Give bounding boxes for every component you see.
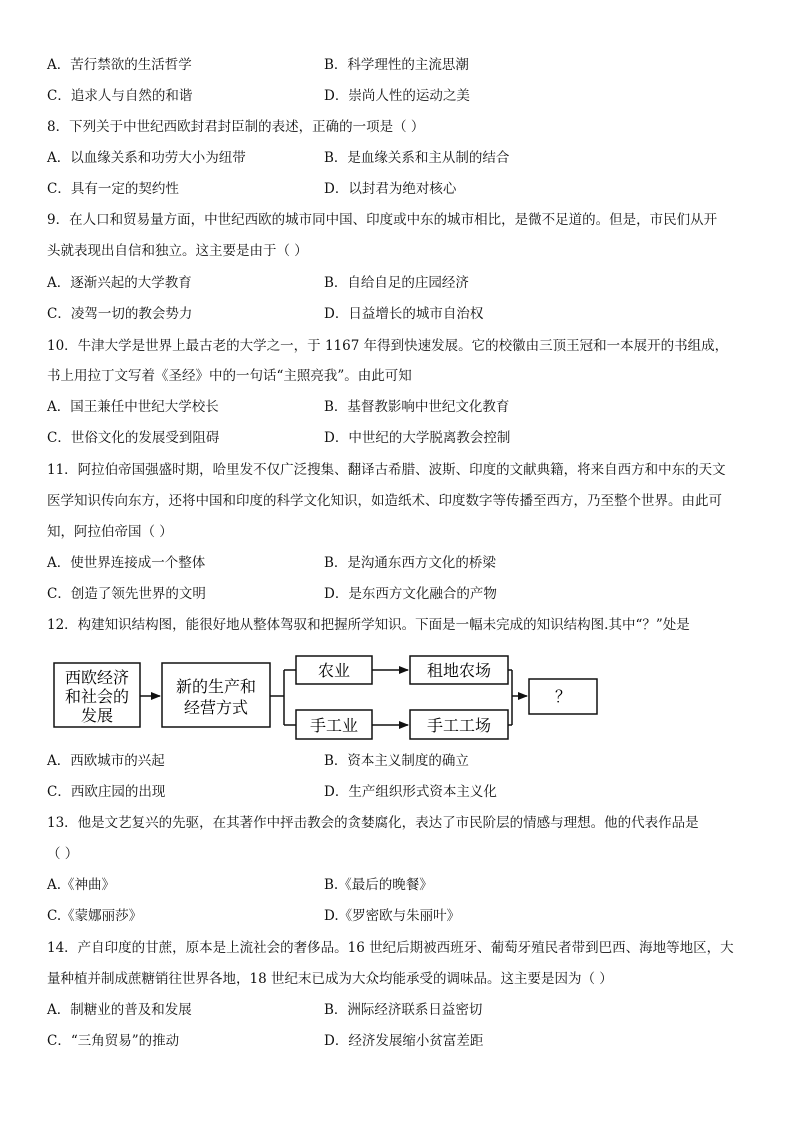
q11-option-a: A．使世界连接成一个整体	[47, 555, 206, 571]
q14-stem-line1: 14．产自印度的甘蔗，原本是上流社会的奢侈品。16 世纪后期被西班牙、葡萄牙殖民者带到巴西、海地等地区，大	[47, 940, 734, 956]
q8-option-d: D．以封君为绝对核心	[324, 181, 457, 197]
unknown-label: ？	[554, 687, 572, 706]
q14-option-d: D．经济发展缩小贫富差距	[324, 1033, 484, 1049]
q10-option-c: C．世俗文化的发展受到阻碍	[47, 430, 220, 446]
q8-stem: 8．下列关于中世纪西欧封君封臣制的表述，正确的一项是（ ）	[47, 119, 425, 135]
box1-text-line2: 和社会的	[64, 687, 130, 706]
q7-option-c: C．追求人与自然的和谐	[47, 88, 193, 104]
tenant-farm-label: 租地农场	[426, 661, 492, 680]
q14-option-c: C．“三角贸易”的推动	[47, 1033, 180, 1049]
q7-option-b: B．科学理性的主流思潮	[324, 57, 469, 73]
box1-text-line1: 西欧经济	[64, 668, 130, 687]
q9-option-b: B．自给自足的庄园经济	[324, 275, 469, 291]
q8-option-b: B．是血缘关系和主从制的结合	[324, 150, 510, 166]
q12-option-d: D．生产组织形式资本主义化	[324, 784, 497, 800]
handicraft-label: 手工业	[309, 716, 359, 735]
q11-stem-line3: 知，阿拉伯帝国（ ）	[47, 524, 173, 540]
q11-option-c: C．创造了领先世界的文明	[47, 586, 206, 602]
q12-option-b: B．资本主义制度的确立	[324, 753, 469, 769]
q14-option-a: A．制糖业的普及和发展	[47, 1002, 192, 1018]
q11-stem-line2: 医学知识传向东方，还将中国和印度的科学文化知识，如造纸术、印度数字等传播至西方，乃至整个世界。由此可	[47, 493, 722, 509]
knowledge-structure-diagram	[52, 650, 612, 750]
q9-option-d: D．日益增长的城市自治权	[324, 306, 484, 322]
q10-option-d: D．中世纪的大学脱离教会控制	[324, 430, 511, 446]
q14-option-b: B．洲际经济联系日益密切	[324, 1002, 483, 1018]
box2-text-line1: 新的生产和	[175, 677, 257, 696]
q7-option-a: A．苦行禁欲的生活哲学	[47, 57, 192, 73]
agriculture-label: 农业	[317, 661, 351, 680]
q9-stem-line1: 9．在人口和贸易量方面，中世纪西欧的城市同中国、印度或中东的城市相比，是微不足道的。但是，市民们从开	[47, 212, 718, 228]
q13-stem-line1: 13．他是文艺复兴的先驱，在其著作中抨击教会的贪婪腐化，表达了市民阶层的情感与理想。他的代表作品是	[47, 815, 699, 831]
q13-option-d: D.《罗密欧与朱丽叶》	[324, 908, 461, 924]
box2-text-line2: 经营方式	[183, 698, 249, 717]
q9-option-a: A．逐渐兴起的大学教育	[47, 275, 192, 291]
q10-stem-line1: 10．牛津大学是世界上最古老的大学之一，于 1167 年得到快速发展。它的校徽由三顶王冠和一本展开的书组成，	[47, 338, 729, 354]
box1-text-line3: 发展	[80, 706, 114, 725]
q11-option-b: B．是沟通东西方文化的桥梁	[324, 555, 496, 571]
q8-option-c: C．具有一定的契约性	[47, 181, 179, 197]
q14-stem-line2: 量种植并制成蔗糖销往世界各地，18 世纪末已成为大众均能承受的调味品。这主要是因为（ ）	[47, 971, 613, 987]
q10-stem-line2: 书上用拉丁文写着《圣经》中的一句话“主照亮我”。由此可知	[47, 368, 412, 384]
q9-option-c: C．凌驾一切的教会势力	[47, 306, 193, 322]
q10-option-b: B．基督教影响中世纪文化教育	[324, 399, 510, 415]
q11-stem-line1: 11．阿拉伯帝国强盛时期，哈里发不仅广泛搜集、翻译古希腊、波斯、印度的文献典籍，将来自西方和中东的天文	[47, 462, 726, 478]
q12-option-c: C．西欧庄园的出现	[47, 784, 166, 800]
q8-option-a: A．以血缘关系和功劳大小为纽带	[47, 150, 246, 166]
q13-option-c: C.《蒙娜丽莎》	[47, 908, 143, 924]
q13-option-a: A.《神曲》	[47, 877, 116, 893]
q11-option-d: D．是东西方文化融合的产物	[324, 586, 497, 602]
workshop-label: 手工工场	[426, 716, 492, 735]
q13-option-b: B.《最后的晚餐》	[324, 877, 433, 893]
q7-option-d: D．崇尚人性的运动之美	[324, 88, 470, 104]
q10-option-a: A．国王兼任中世纪大学校长	[47, 399, 219, 415]
q9-stem-line2: 头就表现出自信和独立。这主要是由于（ ）	[47, 243, 308, 259]
q12-option-a: A．西欧城市的兴起	[47, 753, 165, 769]
q13-stem-line2: （ ）	[47, 846, 79, 862]
q12-stem: 12．构建知识结构图，能很好地从整体驾驭和把握所学知识。下面是一幅未完成的知识结构图.其中“？”处是	[47, 617, 690, 633]
